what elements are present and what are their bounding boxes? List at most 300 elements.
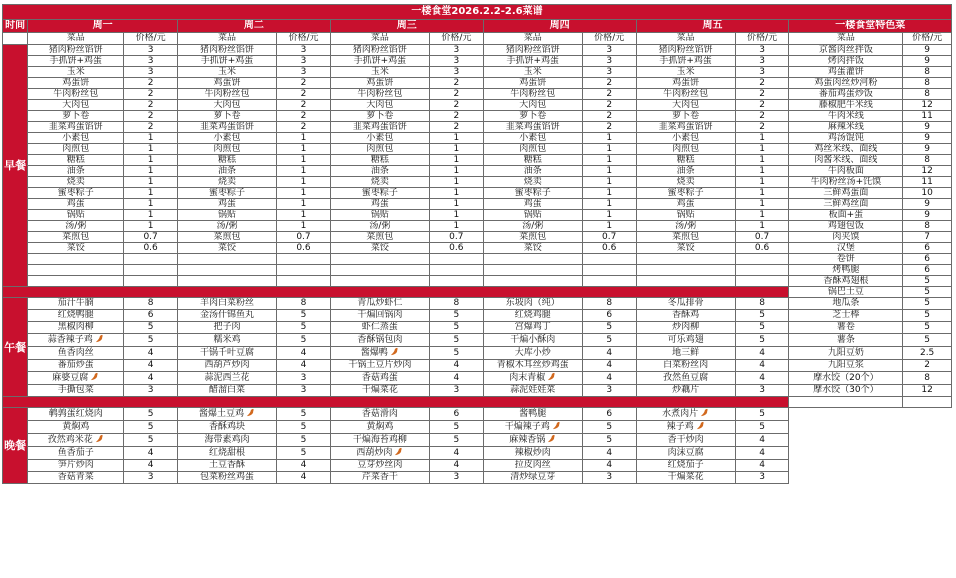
breakfast-price (124, 254, 178, 265)
lunch-row (3, 360, 952, 372)
lunch-dish (483, 360, 582, 372)
special-dish: 汉堡 (789, 243, 903, 254)
breakfast-price: 3 (277, 67, 331, 78)
breakfast-dish: 鸡蛋 (28, 199, 124, 210)
breakfast-price: 2 (277, 122, 331, 133)
breakfast-dish: 糖糕 (483, 155, 582, 166)
special-empty (789, 421, 952, 434)
dinner-dish-name: 鹌鹑蛋红烧肉 (48, 408, 103, 419)
meal-label-dinner: 晚餐 (3, 408, 28, 484)
breakfast-dish: 大肉包 (483, 100, 582, 111)
breakfast-price: 1 (429, 221, 483, 232)
dinner-dish (178, 447, 277, 460)
dinner-dish-name: 清炒绿豆芽 (510, 472, 556, 482)
chili-pepper-icon (394, 447, 403, 456)
lunch-dish (483, 347, 582, 360)
dinner-dish-name: 麻辣香锅 (509, 435, 546, 445)
lunch-price: 5 (124, 334, 178, 347)
lunch-dish-name: 蒜泥西兰花 (204, 372, 250, 383)
lunch-dish (28, 310, 124, 322)
lunch-dish (330, 372, 429, 385)
breakfast-dish: 大肉包 (28, 100, 124, 111)
lunch-price: 4 (735, 360, 789, 372)
breakfast-price: 2 (735, 122, 789, 133)
breakfast-row (3, 155, 952, 166)
breakfast-price: 3 (735, 56, 789, 67)
dinner-dish-name: 香菇滑肉 (361, 408, 398, 419)
breakfast-price: 3 (582, 45, 636, 56)
special-dish: 牛肉板面 (789, 166, 903, 177)
breakfast-price: 2 (582, 78, 636, 89)
lunch-dish (636, 360, 735, 372)
lunch-price: 6 (124, 310, 178, 322)
special-empty (789, 447, 952, 460)
breakfast-price: 1 (582, 221, 636, 232)
day-header: 周五 (636, 20, 789, 33)
special-dish: 京酱肉丝拌饭 (789, 45, 903, 56)
special-price: 2.5 (903, 347, 952, 360)
dinner-dish-name: 笋片炒肉 (57, 460, 94, 470)
dinner-dish-name: 海带素鸡肉 (204, 434, 250, 445)
special-dish: 牛肉粉丝汤+饦馍 (789, 177, 903, 188)
dinner-dish (636, 447, 735, 460)
dinner-dish (330, 434, 429, 447)
lunch-dish-name: 孜然鱼豆腐 (663, 372, 709, 383)
dish-column-header: 菜品 (789, 33, 903, 45)
special-dish: 肉夹馍 (789, 232, 903, 243)
special-dish: 藤椒肥牛米线 (789, 100, 903, 111)
breakfast-dish: 菜饺 (178, 243, 277, 254)
breakfast-price: 1 (735, 177, 789, 188)
special-price: 9 (903, 56, 952, 67)
breakfast-price: 3 (582, 56, 636, 67)
breakfast-price: 2 (429, 111, 483, 122)
chili-pepper-icon (90, 372, 99, 381)
dinner-dish-name: 水煮肉片 (662, 409, 699, 419)
breakfast-dish: 鸡蛋饼 (483, 78, 582, 89)
breakfast-dish: 蜜枣粽子 (28, 188, 124, 199)
breakfast-dish: 汤/粥 (178, 221, 277, 232)
lunch-dish (178, 360, 277, 372)
chili-pepper-icon (547, 372, 556, 381)
special-price: 8 (903, 78, 952, 89)
breakfast-dish: 小素包 (636, 133, 735, 144)
breakfast-price: 1 (277, 144, 331, 155)
breakfast-price: 1 (429, 199, 483, 210)
lunch-dish-name: 茄汁牛腩 (57, 298, 94, 308)
special-price: 6 (903, 243, 952, 254)
lunch-row (3, 385, 952, 397)
special-price: 12 (903, 385, 952, 397)
dinner-dish-name: 黄焖鸡 (62, 421, 90, 432)
lunch-dish-name: 地三鲜 (672, 347, 700, 358)
special-dish: 鸡丝米线、面线 (789, 144, 903, 155)
breakfast-dish: 猪肉粉丝馅饼 (28, 45, 124, 56)
lunch-dish (483, 298, 582, 310)
breakfast-price: 1 (124, 133, 178, 144)
lunch-price: 4 (735, 372, 789, 385)
breakfast-price: 1 (277, 210, 331, 221)
breakfast-price: 3 (277, 45, 331, 56)
breakfast-dish: 烧卖 (28, 177, 124, 188)
lunch-dish (330, 385, 429, 397)
breakfast-row (3, 122, 952, 133)
special-price: 9 (903, 122, 952, 133)
special-price: 12 (903, 166, 952, 177)
dinner-dish-name: 干煸菜花 (667, 472, 704, 482)
lunch-dish (178, 347, 277, 360)
breakfast-row (3, 276, 952, 287)
dinner-price: 5 (277, 434, 331, 447)
dinner-dish (483, 460, 582, 472)
lunch-dish (636, 372, 735, 385)
breakfast-row (3, 78, 952, 89)
breakfast-price: 1 (124, 221, 178, 232)
lunch-price: 4 (277, 347, 331, 360)
special-dish: 番茄鸡蛋炒饭 (789, 89, 903, 100)
lunch-dish (28, 360, 124, 372)
dinner-dish (178, 421, 277, 434)
dinner-price: 6 (429, 408, 483, 421)
breakfast-dish: 烧卖 (330, 177, 429, 188)
special-dish: 烤鸭腿 (789, 265, 903, 276)
breakfast-price: 3 (429, 45, 483, 56)
dinner-dish (483, 408, 582, 421)
breakfast-price: 2 (277, 89, 331, 100)
breakfast-dish (330, 265, 429, 276)
special-dish: 香酥鸡翅根 (789, 276, 903, 287)
day-header: 周一 (28, 20, 178, 33)
lunch-dish-name: 肉末青椒 (509, 373, 546, 383)
breakfast-row (3, 232, 952, 243)
special-empty (789, 460, 952, 472)
lunch-dish-name: 青瓜炒虾仁 (357, 298, 403, 308)
breakfast-dish: 菜煎包 (28, 232, 124, 243)
breakfast-dish: 锅贴 (28, 210, 124, 221)
breakfast-price: 3 (124, 45, 178, 56)
dinner-dish (178, 460, 277, 472)
special-dish: 鸡汤馄饨 (789, 133, 903, 144)
dinner-price: 4 (124, 460, 178, 472)
breakfast-price: 2 (582, 111, 636, 122)
lunch-dish-name: 把子肉 (213, 322, 241, 332)
lunch-price: 5 (429, 347, 483, 360)
meal-separator (3, 287, 789, 298)
breakfast-dish (28, 254, 124, 265)
lunch-dish-name: 糯米鸡 (213, 334, 241, 345)
breakfast-dish: 韭菜鸡蛋馅饼 (483, 122, 582, 133)
breakfast-dish: 手抓饼+鸡蛋 (28, 56, 124, 67)
breakfast-row (3, 210, 952, 221)
special-price: 5 (903, 298, 952, 310)
lunch-dish (636, 298, 735, 310)
dinner-dish-name: 肉沫豆腐 (667, 447, 704, 458)
breakfast-price: 1 (124, 177, 178, 188)
breakfast-dish: 猪肉粉丝馅饼 (636, 45, 735, 56)
dinner-row (3, 421, 952, 434)
breakfast-price: 3 (277, 56, 331, 67)
chili-pepper-icon (700, 408, 709, 417)
breakfast-price (582, 265, 636, 276)
breakfast-row (3, 254, 952, 265)
lunch-dish (330, 347, 429, 360)
breakfast-price: 1 (582, 166, 636, 177)
dinner-price: 4 (582, 447, 636, 460)
breakfast-price: 1 (735, 133, 789, 144)
breakfast-dish: 烧卖 (178, 177, 277, 188)
breakfast-price: 1 (429, 155, 483, 166)
dinner-dish-name: 芹菜香干 (361, 472, 398, 482)
lunch-dish (178, 385, 277, 397)
meal-separator (3, 397, 789, 408)
breakfast-price: 1 (277, 133, 331, 144)
breakfast-dish: 萝卜卷 (636, 111, 735, 122)
lunch-dish (178, 322, 277, 334)
breakfast-dish: 汤/粥 (636, 221, 735, 232)
breakfast-dish: 菜饺 (636, 243, 735, 254)
breakfast-dish (483, 265, 582, 276)
breakfast-dish (483, 276, 582, 287)
dinner-dish-name: 包菜粉丝鸡蛋 (200, 472, 255, 482)
lunch-dish (330, 360, 429, 372)
breakfast-dish: 锅贴 (636, 210, 735, 221)
breakfast-dish: 肉煎包 (28, 144, 124, 155)
dinner-price: 4 (735, 447, 789, 460)
breakfast-dish: 糖糕 (178, 155, 277, 166)
lunch-price: 5 (429, 334, 483, 347)
dinner-dish-name: 孜然鸡米花 (47, 435, 93, 445)
breakfast-price: 1 (124, 210, 178, 221)
lunch-dish (330, 298, 429, 310)
breakfast-price: 1 (582, 155, 636, 166)
lunch-dish-name: 金汤什锦鱼丸 (200, 310, 255, 320)
lunch-dish-name: 手撕包菜 (57, 385, 94, 395)
special-price: 8 (903, 221, 952, 232)
dinner-price: 3 (582, 472, 636, 484)
dinner-price: 4 (277, 460, 331, 472)
breakfast-dish: 手抓饼+鸡蛋 (483, 56, 582, 67)
lunch-dish (636, 322, 735, 334)
breakfast-dish: 猪肉粉丝馅饼 (178, 45, 277, 56)
lunch-dish (28, 334, 124, 347)
lunch-price: 3 (124, 385, 178, 397)
lunch-dish-name: 干煸回锅肉 (357, 310, 403, 320)
breakfast-dish: 油条 (483, 166, 582, 177)
breakfast-row (3, 243, 952, 254)
breakfast-dish: 小素包 (28, 133, 124, 144)
dinner-price: 3 (429, 472, 483, 484)
lunch-dish (636, 347, 735, 360)
lunch-price: 3 (735, 385, 789, 397)
breakfast-dish: 鸡蛋饼 (178, 78, 277, 89)
dinner-price: 4 (277, 472, 331, 484)
breakfast-dish: 烧卖 (636, 177, 735, 188)
breakfast-dish (636, 254, 735, 265)
breakfast-price: 1 (582, 210, 636, 221)
breakfast-dish: 韭菜鸡蛋馅饼 (178, 122, 277, 133)
dinner-dish (178, 434, 277, 447)
breakfast-dish (178, 254, 277, 265)
special-price: 7 (903, 232, 952, 243)
breakfast-dish: 韭菜鸡蛋馅饼 (28, 122, 124, 133)
breakfast-price (277, 254, 331, 265)
breakfast-price: 2 (582, 100, 636, 111)
dinner-price: 5 (124, 408, 178, 421)
breakfast-price: 1 (582, 188, 636, 199)
lunch-dish (330, 322, 429, 334)
meal-label-lunch: 午餐 (3, 298, 28, 397)
lunch-dish-name: 冬瓜排骨 (667, 298, 704, 308)
dinner-dish (636, 460, 735, 472)
breakfast-dish: 鸡蛋 (483, 199, 582, 210)
lunch-price: 3 (277, 385, 331, 397)
lunch-price: 4 (582, 360, 636, 372)
special-price: 9 (903, 210, 952, 221)
breakfast-row (3, 166, 952, 177)
breakfast-dish: 汤/粥 (483, 221, 582, 232)
breakfast-price: 1 (735, 155, 789, 166)
dinner-dish (636, 434, 735, 447)
breakfast-dish: 牛肉粉丝包 (483, 89, 582, 100)
lunch-dish (483, 372, 582, 385)
breakfast-price (124, 265, 178, 276)
lunch-price: 3 (277, 372, 331, 385)
breakfast-price: 0.7 (124, 232, 178, 243)
dinner-dish-name: 干煸海苔鸡柳 (352, 434, 407, 445)
lunch-row (3, 322, 952, 334)
breakfast-price: 2 (429, 122, 483, 133)
lunch-dish (636, 385, 735, 397)
dinner-dish (483, 472, 582, 484)
lunch-price: 5 (277, 322, 331, 334)
breakfast-price: 1 (277, 221, 331, 232)
dish-column-header: 菜品 (483, 33, 582, 45)
lunch-dish-name: 大库小炒 (514, 347, 551, 358)
lunch-dish (28, 372, 124, 385)
breakfast-dish: 牛肉粉丝包 (178, 89, 277, 100)
lunch-dish-name: 干锅千叶豆腐 (200, 347, 255, 358)
breakfast-price (429, 254, 483, 265)
special-price: 9 (903, 199, 952, 210)
breakfast-price: 1 (582, 177, 636, 188)
breakfast-price: 0.6 (735, 243, 789, 254)
breakfast-price: 1 (124, 188, 178, 199)
breakfast-row (3, 45, 952, 56)
price-column-header: 价格/元 (429, 33, 483, 45)
lunch-price: 5 (735, 310, 789, 322)
time-header: 时间 (3, 20, 28, 33)
breakfast-price: 2 (582, 89, 636, 100)
dinner-price: 4 (429, 447, 483, 460)
dinner-dish (483, 434, 582, 447)
breakfast-price (735, 276, 789, 287)
breakfast-row (3, 144, 952, 155)
lunch-price: 4 (429, 372, 483, 385)
breakfast-dish: 蜜枣粽子 (483, 188, 582, 199)
breakfast-dish (483, 254, 582, 265)
meal-label-breakfast: 早餐 (3, 45, 28, 287)
lunch-dish-name: 鱼香肉丝 (57, 347, 94, 358)
breakfast-dish: 玉米 (28, 67, 124, 78)
breakfast-dish: 小素包 (483, 133, 582, 144)
breakfast-price: 1 (735, 144, 789, 155)
day-header: 周三 (330, 20, 483, 33)
dinner-dish-name: 拉皮肉丝 (514, 460, 551, 470)
chili-pepper-icon (390, 347, 399, 356)
dinner-dish (636, 472, 735, 484)
breakfast-dish (28, 265, 124, 276)
lunch-dish (178, 310, 277, 322)
breakfast-price: 0.7 (582, 232, 636, 243)
breakfast-dish: 大肉包 (330, 100, 429, 111)
special-price: 9 (903, 45, 952, 56)
special-dish: 摩水饺（20个） (789, 372, 903, 385)
special-dish: 肉酱米线、面线 (789, 155, 903, 166)
breakfast-dish: 鸡蛋 (330, 199, 429, 210)
special-dish: 板面+蛋 (789, 210, 903, 221)
special-header: 一楼食堂特色菜 (789, 20, 952, 33)
lunch-dish-name: 蒜香辣子鸡 (47, 335, 93, 345)
special-price: 5 (903, 310, 952, 322)
chili-pepper-icon (95, 434, 104, 443)
lunch-dish-name: 香酥锅包肉 (357, 334, 403, 345)
lunch-dish (28, 347, 124, 360)
lunch-dish-name: 红烧鸡腿 (514, 310, 551, 320)
lunch-dish-name: 羊肉白菜粉丝 (200, 298, 255, 308)
breakfast-dish (28, 276, 124, 287)
special-price: 8 (903, 89, 952, 100)
breakfast-dish: 猪肉粉丝馅饼 (483, 45, 582, 56)
lunch-row (3, 298, 952, 310)
lunch-dish-name: 香菇鸡蛋 (361, 372, 398, 383)
day-header: 周二 (178, 20, 331, 33)
dinner-dish (636, 421, 735, 434)
breakfast-dish: 菜饺 (330, 243, 429, 254)
breakfast-price (582, 254, 636, 265)
dinner-dish (483, 447, 582, 460)
breakfast-price: 2 (735, 111, 789, 122)
special-dish: 芝士棒 (789, 310, 903, 322)
special-price: 9 (903, 133, 952, 144)
special-dish: 三鲜鸡丝面 (789, 199, 903, 210)
dinner-dish (483, 421, 582, 434)
breakfast-price: 0.7 (735, 232, 789, 243)
dinner-dish (330, 460, 429, 472)
special-dish: 鸡翅包饭 (789, 221, 903, 232)
breakfast-dish: 手抓饼+鸡蛋 (636, 56, 735, 67)
special-price: 8 (903, 372, 952, 385)
lunch-dish (28, 385, 124, 397)
lunch-price: 5 (735, 334, 789, 347)
breakfast-price: 1 (582, 144, 636, 155)
dinner-row (3, 408, 952, 421)
special-price: 5 (903, 276, 952, 287)
special-dish: 烤肉拌饭 (789, 56, 903, 67)
breakfast-price: 2 (735, 100, 789, 111)
lunch-dish (330, 334, 429, 347)
breakfast-dish: 鸡蛋饼 (28, 78, 124, 89)
breakfast-dish: 汤/粥 (330, 221, 429, 232)
lunch-dish-name: 蒜泥娃娃菜 (510, 385, 556, 395)
breakfast-price: 2 (429, 89, 483, 100)
dinner-dish (330, 472, 429, 484)
breakfast-dish: 玉米 (483, 67, 582, 78)
breakfast-dish: 肉煎包 (178, 144, 277, 155)
chili-pepper-icon (552, 421, 561, 430)
dish-column-header: 菜品 (28, 33, 124, 45)
breakfast-price: 1 (277, 177, 331, 188)
breakfast-price (124, 276, 178, 287)
